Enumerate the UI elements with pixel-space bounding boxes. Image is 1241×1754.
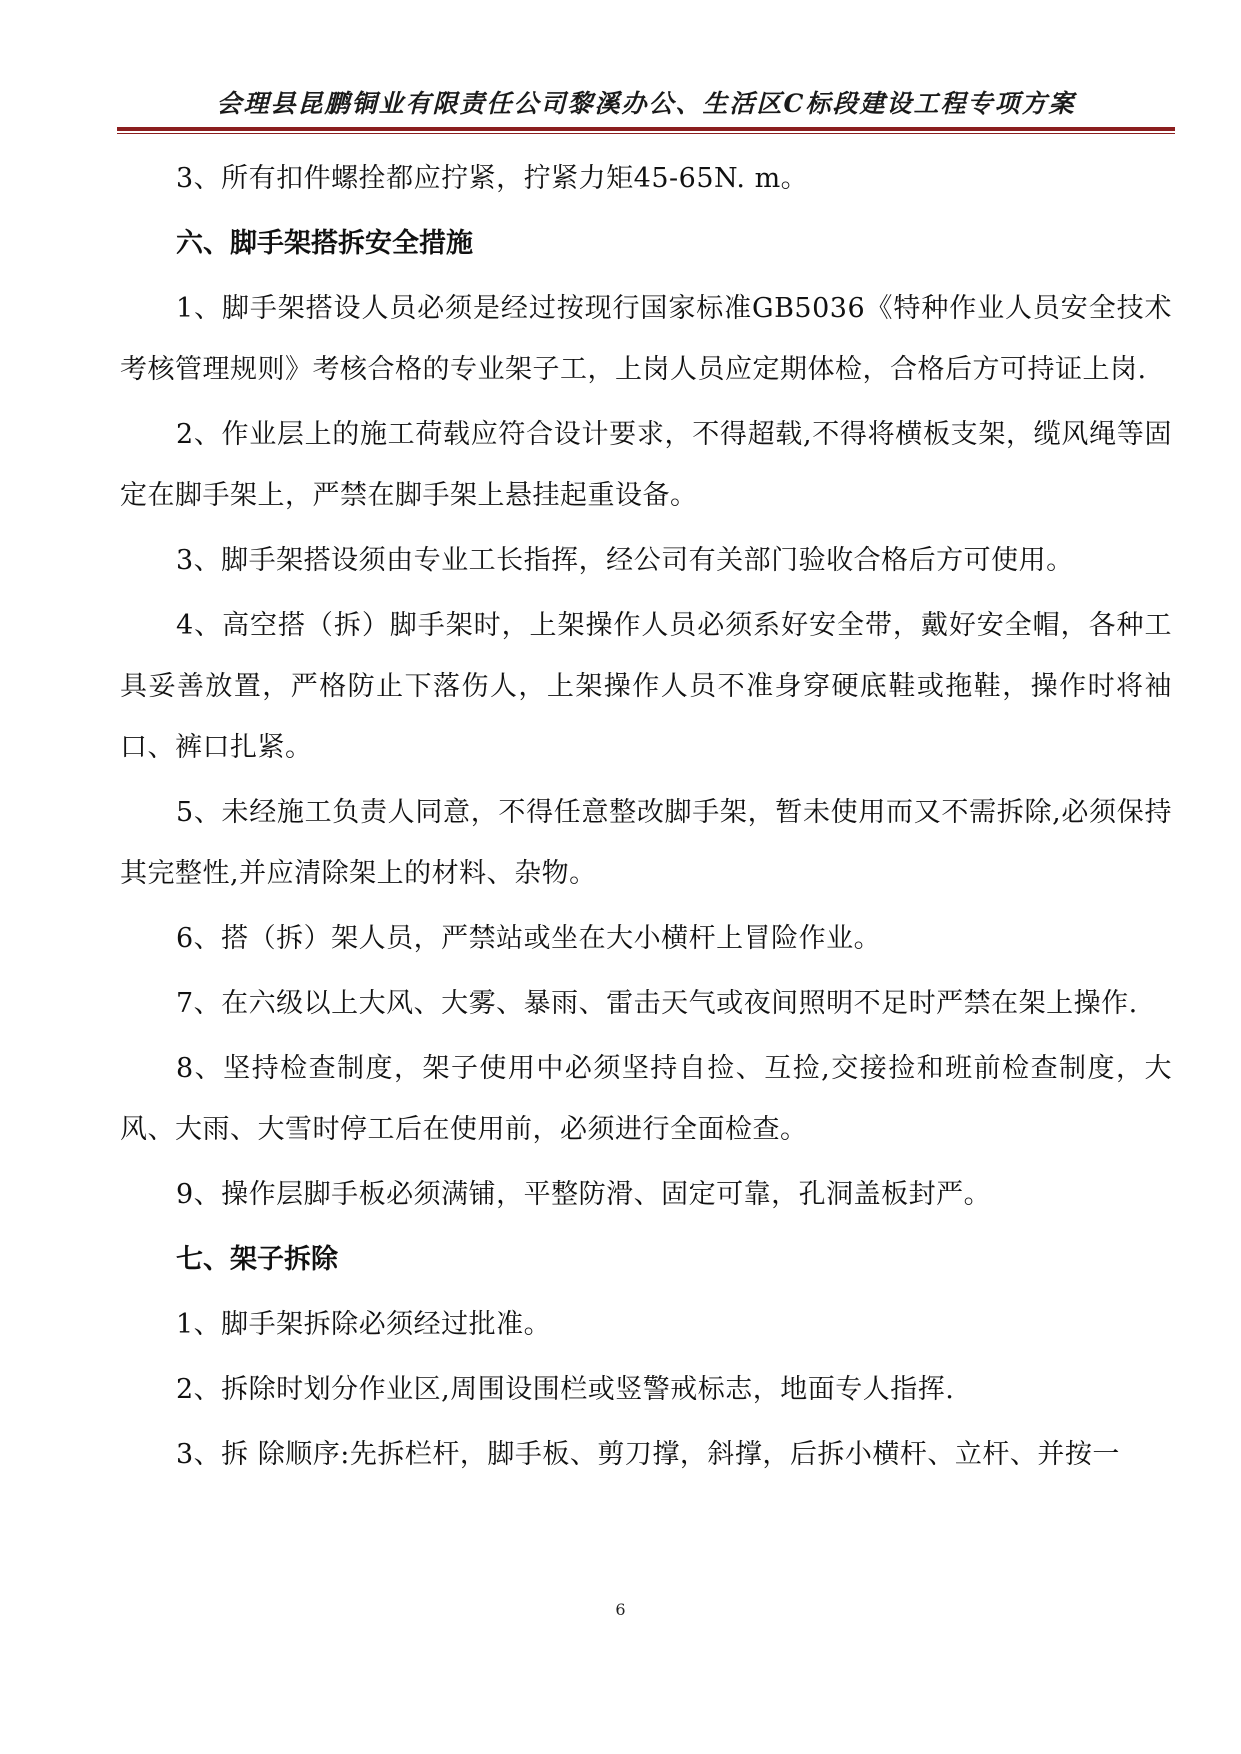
section-heading: 七、架子拆除 — [176, 1244, 338, 1275]
paragraph: 2、拆除时划分作业区,周围设围栏或竖警戒标志，地面专人指挥. — [176, 1374, 955, 1405]
paragraph: 6、搭（拆）架人员，严禁站或坐在大小横杆上冒险作业。 — [176, 923, 882, 954]
paragraph: 3、脚手架搭设须由专业工长指挥，经公司有关部门验收合格后方可使用。 — [176, 545, 1074, 576]
header-rule-thick — [117, 127, 1175, 131]
paragraph: 1、脚手架搭设人员必须是经过按现行国家标准GB5036《特种作业人员安全技术考核管理规则》考核合格的专业架子工，上岗人员应定期体检，合格后方可持证上岗. — [120, 293, 1172, 385]
paragraph: 5、未经施工负责人同意，不得任意整改脚手架，暂未使用而又不需拆除,必须保持其完整性,并应清除架上的材料、杂物。 — [120, 797, 1172, 889]
paragraph: 8、坚持检查制度，架子使用中必须坚持自捡、互捡,交接捡和班前检查制度，大风、大雨、大雪时停工后在使用前，必须进行全面检查。 — [120, 1053, 1172, 1145]
document-body — [120, 148, 1172, 1489]
paragraph: 3、拆 除顺序:先拆栏杆，脚手板、剪刀撑，斜撑，后拆小横杆、立杆、并按一 — [176, 1439, 1120, 1470]
paragraph: 7、在六级以上大风、大雾、暴雨、雷击天气或夜间照明不足时严禁在架上操作. — [176, 988, 1138, 1019]
paragraph: 1、脚手架拆除必须经过批准。 — [176, 1309, 552, 1340]
section-heading: 六、脚手架搭拆安全措施 — [176, 228, 473, 259]
paragraph: 2、作业层上的施工荷载应符合设计要求，不得超载,不得将横板支架，缆风绳等固定在脚手架上，严禁在脚手架上悬挂起重设备。 — [120, 419, 1172, 511]
paragraph: 9、操作层脚手板必须满铺，平整防滑、固定可靠，孔洞盖板封严。 — [176, 1179, 992, 1210]
document-header-title: 会理县昆鹏铜业有限责任公司黎溪办公、生活区C标段建设工程专项方案 — [216, 89, 1076, 118]
paragraph: 4、高空搭（拆）脚手架时，上架操作人员必须系好安全带，戴好安全帽，各种工具妥善放置，严格防止下落伤人，上架操作人员不准身穿硬底鞋或拖鞋，操作时将袖口、裤口扎紧。 — [120, 610, 1172, 763]
page-number: 6 — [615, 1600, 626, 1619]
paragraph: 3、所有扣件螺拴都应拧紧，拧紧力矩45-65N. m。 — [176, 163, 809, 194]
header-rule-thin — [117, 133, 1175, 134]
